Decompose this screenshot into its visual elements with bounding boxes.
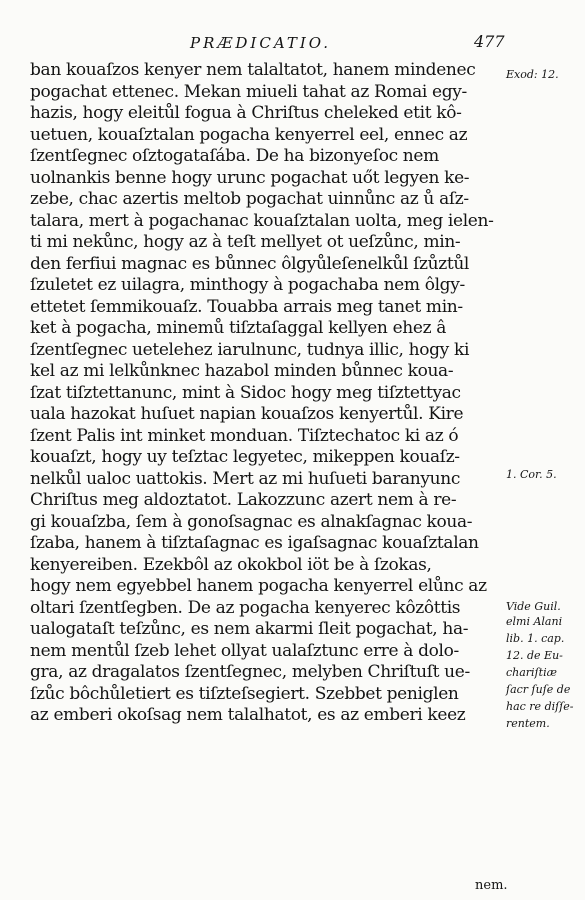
text-line: zebe, chac azertis meltob pogachat uinnůnc az ů aſz- — [30, 189, 469, 209]
text-line: ſzůc bôchůletiert es tiſzteſsegiert. Szebbet peniglen — [30, 683, 459, 704]
margin-note-cor: 1. Cor. 5. — [506, 468, 557, 481]
text-line: gi kouaſzba, ſem à gonoſsagnac es alnakſagnac koua- — [30, 511, 473, 532]
margin-note-vide-5: chariſtiæ — [506, 666, 557, 679]
margin-note-vide-1: Vide Guil. — [506, 600, 561, 613]
text-line: kouaſzt, hogy uy teſztac legyetec, mikeppen kouaſz- — [30, 447, 460, 467]
text-line: ti mi nekůnc, hogy az à teſt mellyet ot ueſzůnc, min- — [30, 232, 461, 252]
page-number: 477 — [474, 32, 505, 51]
text-line: Chriſtus meg aldoztatot. Lakozzunc azert nem à re- — [30, 490, 457, 510]
text-line: kenyereiben. Ezekbôl az okokbol iöt be à ſzokas, — [30, 554, 432, 575]
text-line: den ferfiui magnac es bůnnec ôlgyůleſenelkůl ſzůztůl — [30, 253, 470, 274]
margin-note-vide-6: ſacr ſuſe de — [506, 683, 571, 696]
text-line: ettetet ſemmikouaſz. Touabba arrais meg tanet min- — [30, 296, 463, 317]
margin-note-vide-3: lib. 1. cap. — [506, 632, 565, 645]
margin-note-vide-7: hac re diſſe- — [506, 700, 574, 713]
text-line: ualogataſt teſzůnc, es nem akarmi ſleit pogachat, ha- — [30, 619, 469, 639]
text-line: pogachat ettenec. Mekan miueli tahat az Romai egy- — [30, 81, 467, 102]
text-line: az emberi okoſsag nem talalhatot, es az emberi keez — [30, 705, 466, 725]
text-line: gra, az dragalatos ſzentſegnec, melyben Chriſtuſt ue- — [30, 662, 470, 682]
margin-note-vide-8: rentem. — [506, 717, 550, 730]
text-line: ſzaba, hanem à tiſztaſagnac es igaſsagnac kouaſztalan — [30, 533, 479, 553]
text-line: ſzuletet ez uilagra, minthogy à pogachaba nem ôlgy- — [30, 275, 465, 295]
text-line: kel az mi lelkůnknec hazabol minden bůnnec koua- — [30, 361, 454, 381]
body-text — [30, 60, 506, 727]
text-line: nelkůl ualoc uattokis. Mert az mi huſueti baranyunc — [30, 468, 461, 489]
text-line: ſzentſegnec uetelehez iarulnunc, tudnya illic, hogy ki — [30, 339, 470, 360]
text-line: ban kouaſzos kenyer nem talaltatot, hanem mindenec — [30, 60, 476, 80]
margin-note-exod: Exod: 12. — [506, 68, 559, 81]
text-line: hazis, hogy eleitůl fogua à Chriſtus cheleked etit kô- — [30, 103, 462, 123]
catchword: nem. — [475, 878, 508, 893]
text-line: nem mentůl ſzeb lehet ollyat ualaſztunc erre à dolo- — [30, 640, 459, 661]
text-line: oltari ſzentſegben. De az pogacha kenyerec kôzôttis — [30, 597, 461, 618]
text-line: talara, mert à pogachanac kouaſztalan uolta, meg ielen- — [30, 210, 494, 231]
text-line: hogy nem egyebbel hanem pogacha kenyerrel elůnc az — [30, 576, 487, 596]
margin-note-vide-4: 12. de Eu- — [506, 649, 563, 662]
text-line: ſzentſegnec oſztogataſába. De ha bizonyeſoc nem — [30, 146, 439, 166]
margin-note-vide-2: elmi Alani — [506, 615, 563, 628]
text-line: ket à pogacha, minemů tiſztaſaggal kellyen ehez â — [30, 318, 447, 338]
text-line: uetuen, kouaſztalan pogacha kenyerrel eel, ennec az — [30, 124, 468, 145]
text-line: ſzent Palis int minket monduan. Tiſztechatoc ki az ó — [30, 425, 459, 446]
text-line: uala hazokat huſuet napian kouaſzos kenyertůl. Kire — [30, 404, 464, 424]
text-line: ſzat tiſztettanunc, mint à Sidoc hogy meg tiſztettyac — [30, 382, 461, 403]
running-head: PRÆDICATIO. — [190, 34, 331, 52]
text-line: uolnankis benne hogy urunc pogachat uőt legyen ke- — [30, 167, 470, 188]
page-header — [0, 34, 585, 58]
